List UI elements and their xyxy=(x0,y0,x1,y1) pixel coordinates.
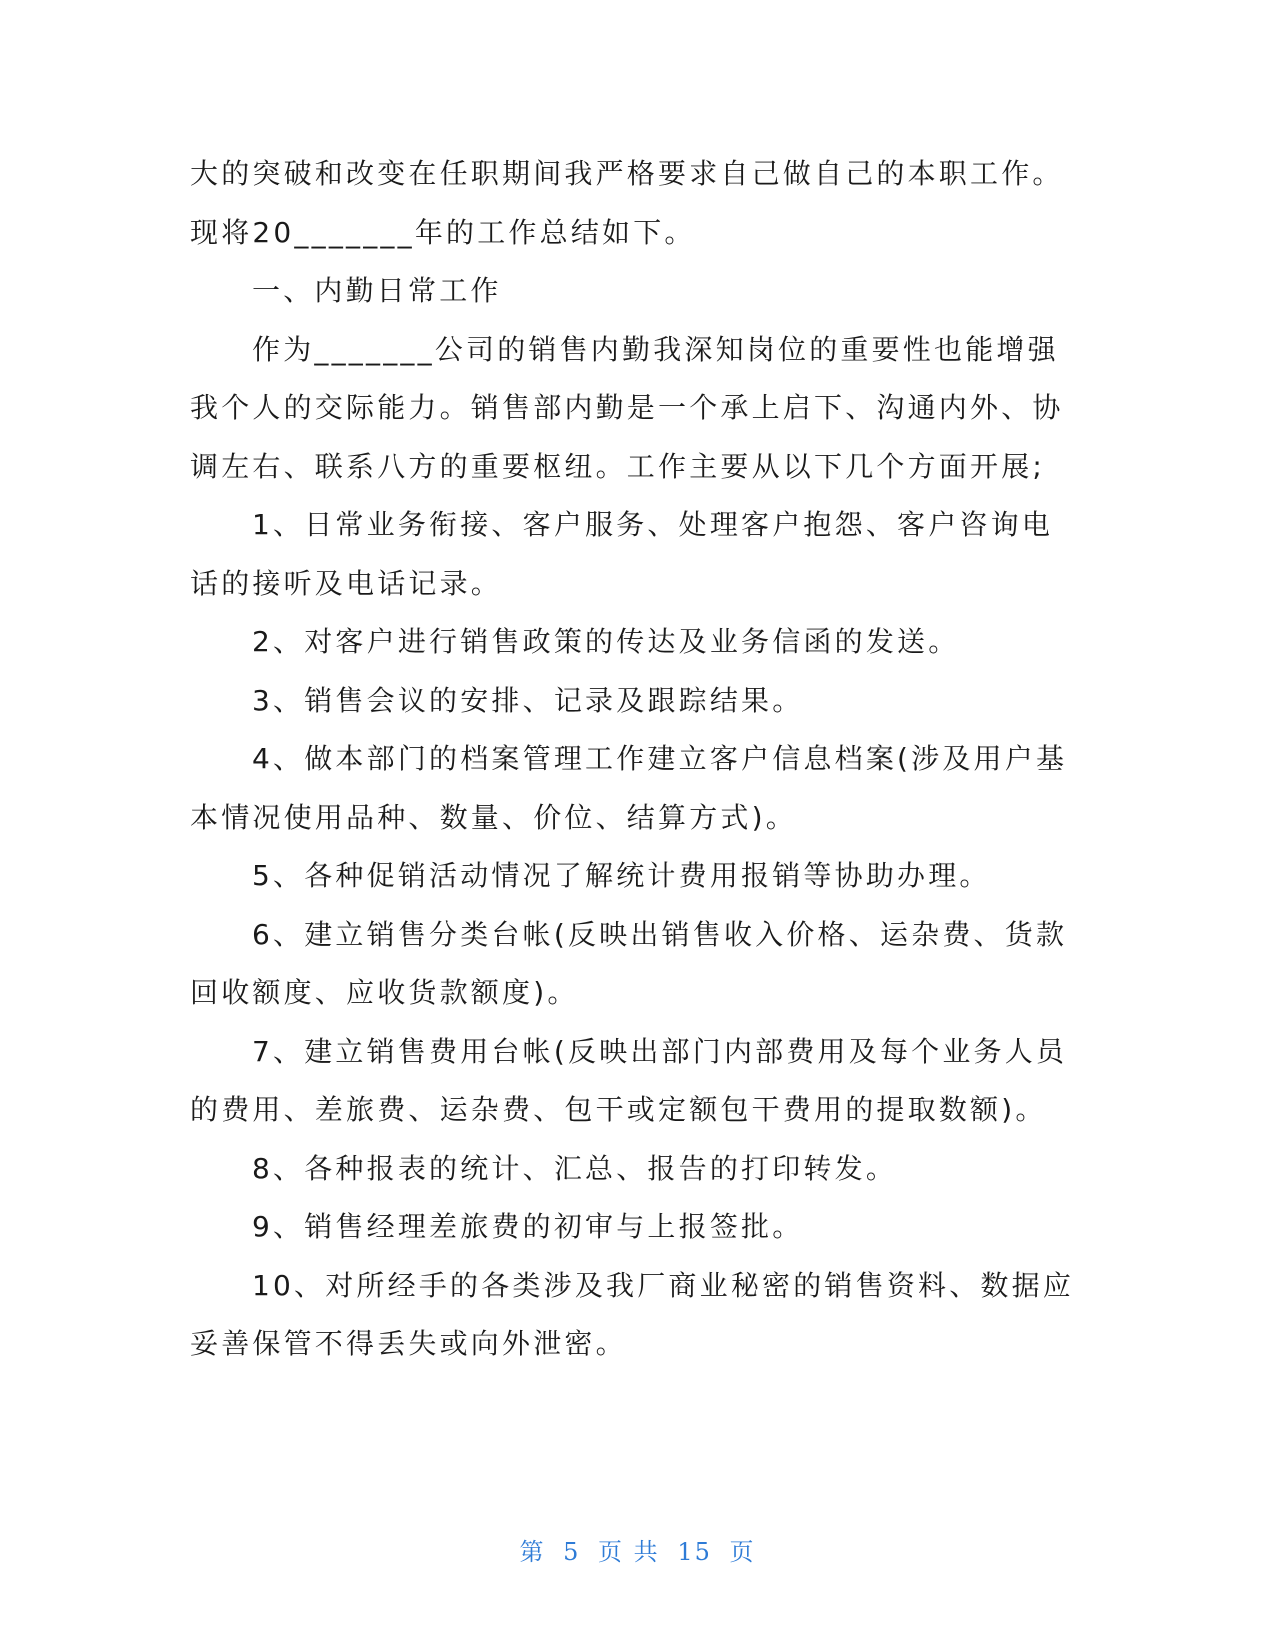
list-item: 3、销售会议的安排、记录及跟踪结果。 xyxy=(252,683,804,717)
list-item: 4、做本部门的档案管理工作建立客户信息档案(涉及用户基本情况使用品种、数量、价位、结算方式)。 xyxy=(190,742,1068,834)
list-item: 6、建立销售分类台帐(反映出销售收入价格、运杂费、货款回收额度、应收货款额度)。 xyxy=(190,917,1068,1009)
footer-middle: 页 共 xyxy=(598,1538,660,1566)
list-item: 8、各种报表的统计、汇总、报告的打印转发。 xyxy=(252,1151,898,1185)
list-item: 5、各种促销活动情况了解统计费用报销等协助办理。 xyxy=(252,859,991,892)
paragraph-intro: 大的突破和改变在任职期间我严格要求自己做自己的本职工作。现将20_______年的工作总结如下。 xyxy=(190,157,1064,249)
page-footer xyxy=(0,1532,1275,1567)
list-item: 9、销售经理差旅费的初审与上报签批。 xyxy=(252,1210,804,1243)
footer-suffix: 页 xyxy=(729,1538,756,1566)
footer-prefix: 第 xyxy=(519,1538,546,1566)
list-item: 1、日常业务衔接、客户服务、处理客户抱怨、客户咨询电话的接听及电话记录。 xyxy=(190,508,1054,600)
document-body xyxy=(190,145,1080,1374)
section-heading: 一、内勤日常工作 xyxy=(252,274,502,307)
total-pages-number: 15 xyxy=(677,1538,712,1566)
list-item: 2、对客户进行销售政策的传达及业务信函的发送。 xyxy=(252,625,960,658)
list-item: 7、建立销售费用台帐(反映出部门内部费用及每个业务人员的费用、差旅费、运杂费、包干或定额包干费用的提取数额)。 xyxy=(190,1034,1068,1126)
list-item: 10、对所经手的各类涉及我厂商业秘密的销售资料、数据应妥善保管不得丢失或向外泄密。 xyxy=(190,1268,1075,1360)
paragraph-role: 作为_______公司的销售内勤我深知岗位的重要性也能增强我个人的交际能力。销售部内勤是一个承上启下、沟通内外、协调左右、联系八方的重要枢纽。工作主要从以下几个方面开展; xyxy=(190,332,1064,483)
current-page-number: 5 xyxy=(563,1538,581,1566)
